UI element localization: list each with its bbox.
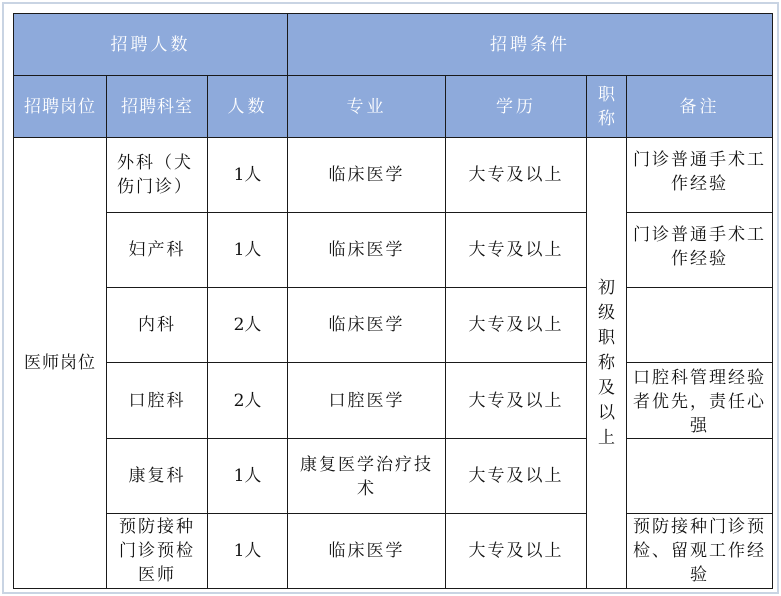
header-department: 招聘科室 <box>107 76 208 138</box>
header-group-count: 招聘人数 <box>14 14 288 76</box>
position-cell: 医师岗位 <box>14 138 107 589</box>
table-frame <box>2 2 779 594</box>
major-cell: 临床医学 <box>288 138 446 213</box>
major-cell: 临床医学 <box>288 288 446 363</box>
count-cell: 1人 <box>208 138 288 213</box>
count-cell: 1人 <box>208 439 288 514</box>
education-cell: 大专及以上 <box>446 363 587 439</box>
remarks-cell: 门诊普通手术工作经验 <box>627 138 773 213</box>
count-cell: 2人 <box>208 288 288 363</box>
remarks-cell: 口腔科管理经验者优先，责任心强 <box>627 363 773 439</box>
header-title: 职称 <box>587 76 627 138</box>
major-cell: 临床医学 <box>288 514 446 589</box>
education-cell: 大专及以上 <box>446 288 587 363</box>
header-remarks: 备注 <box>627 76 773 138</box>
header-group-conditions: 招聘条件 <box>288 14 773 76</box>
header-major: 专业 <box>288 76 446 138</box>
remarks-cell <box>627 288 773 363</box>
count-cell: 1人 <box>208 514 288 589</box>
header-education: 学历 <box>446 76 587 138</box>
education-cell: 大专及以上 <box>446 439 587 514</box>
remarks-cell <box>627 439 773 514</box>
education-cell: 大专及以上 <box>446 514 587 589</box>
header-count: 人数 <box>208 76 288 138</box>
major-cell: 口腔医学 <box>288 363 446 439</box>
department-cell: 妇产科 <box>107 213 208 288</box>
department-cell: 外科（犬伤门诊） <box>107 138 208 213</box>
education-cell: 大专及以上 <box>446 138 587 213</box>
remarks-cell: 门诊普通手术工作经验 <box>627 213 773 288</box>
major-cell: 临床医学 <box>288 213 446 288</box>
count-cell: 2人 <box>208 363 288 439</box>
department-cell: 内科 <box>107 288 208 363</box>
department-cell: 预防接种门诊预检医师 <box>107 514 208 589</box>
recruitment-table <box>13 13 773 589</box>
major-cell: 康复医学治疗技术 <box>288 439 446 514</box>
title-requirement-cell: 初级职称及以上 <box>587 138 627 589</box>
education-cell: 大专及以上 <box>446 213 587 288</box>
count-cell: 1人 <box>208 213 288 288</box>
department-cell: 口腔科 <box>107 363 208 439</box>
header-position: 招聘岗位 <box>14 76 107 138</box>
remarks-cell: 预防接种门诊预检、留观工作经验 <box>627 514 773 589</box>
department-cell: 康复科 <box>107 439 208 514</box>
